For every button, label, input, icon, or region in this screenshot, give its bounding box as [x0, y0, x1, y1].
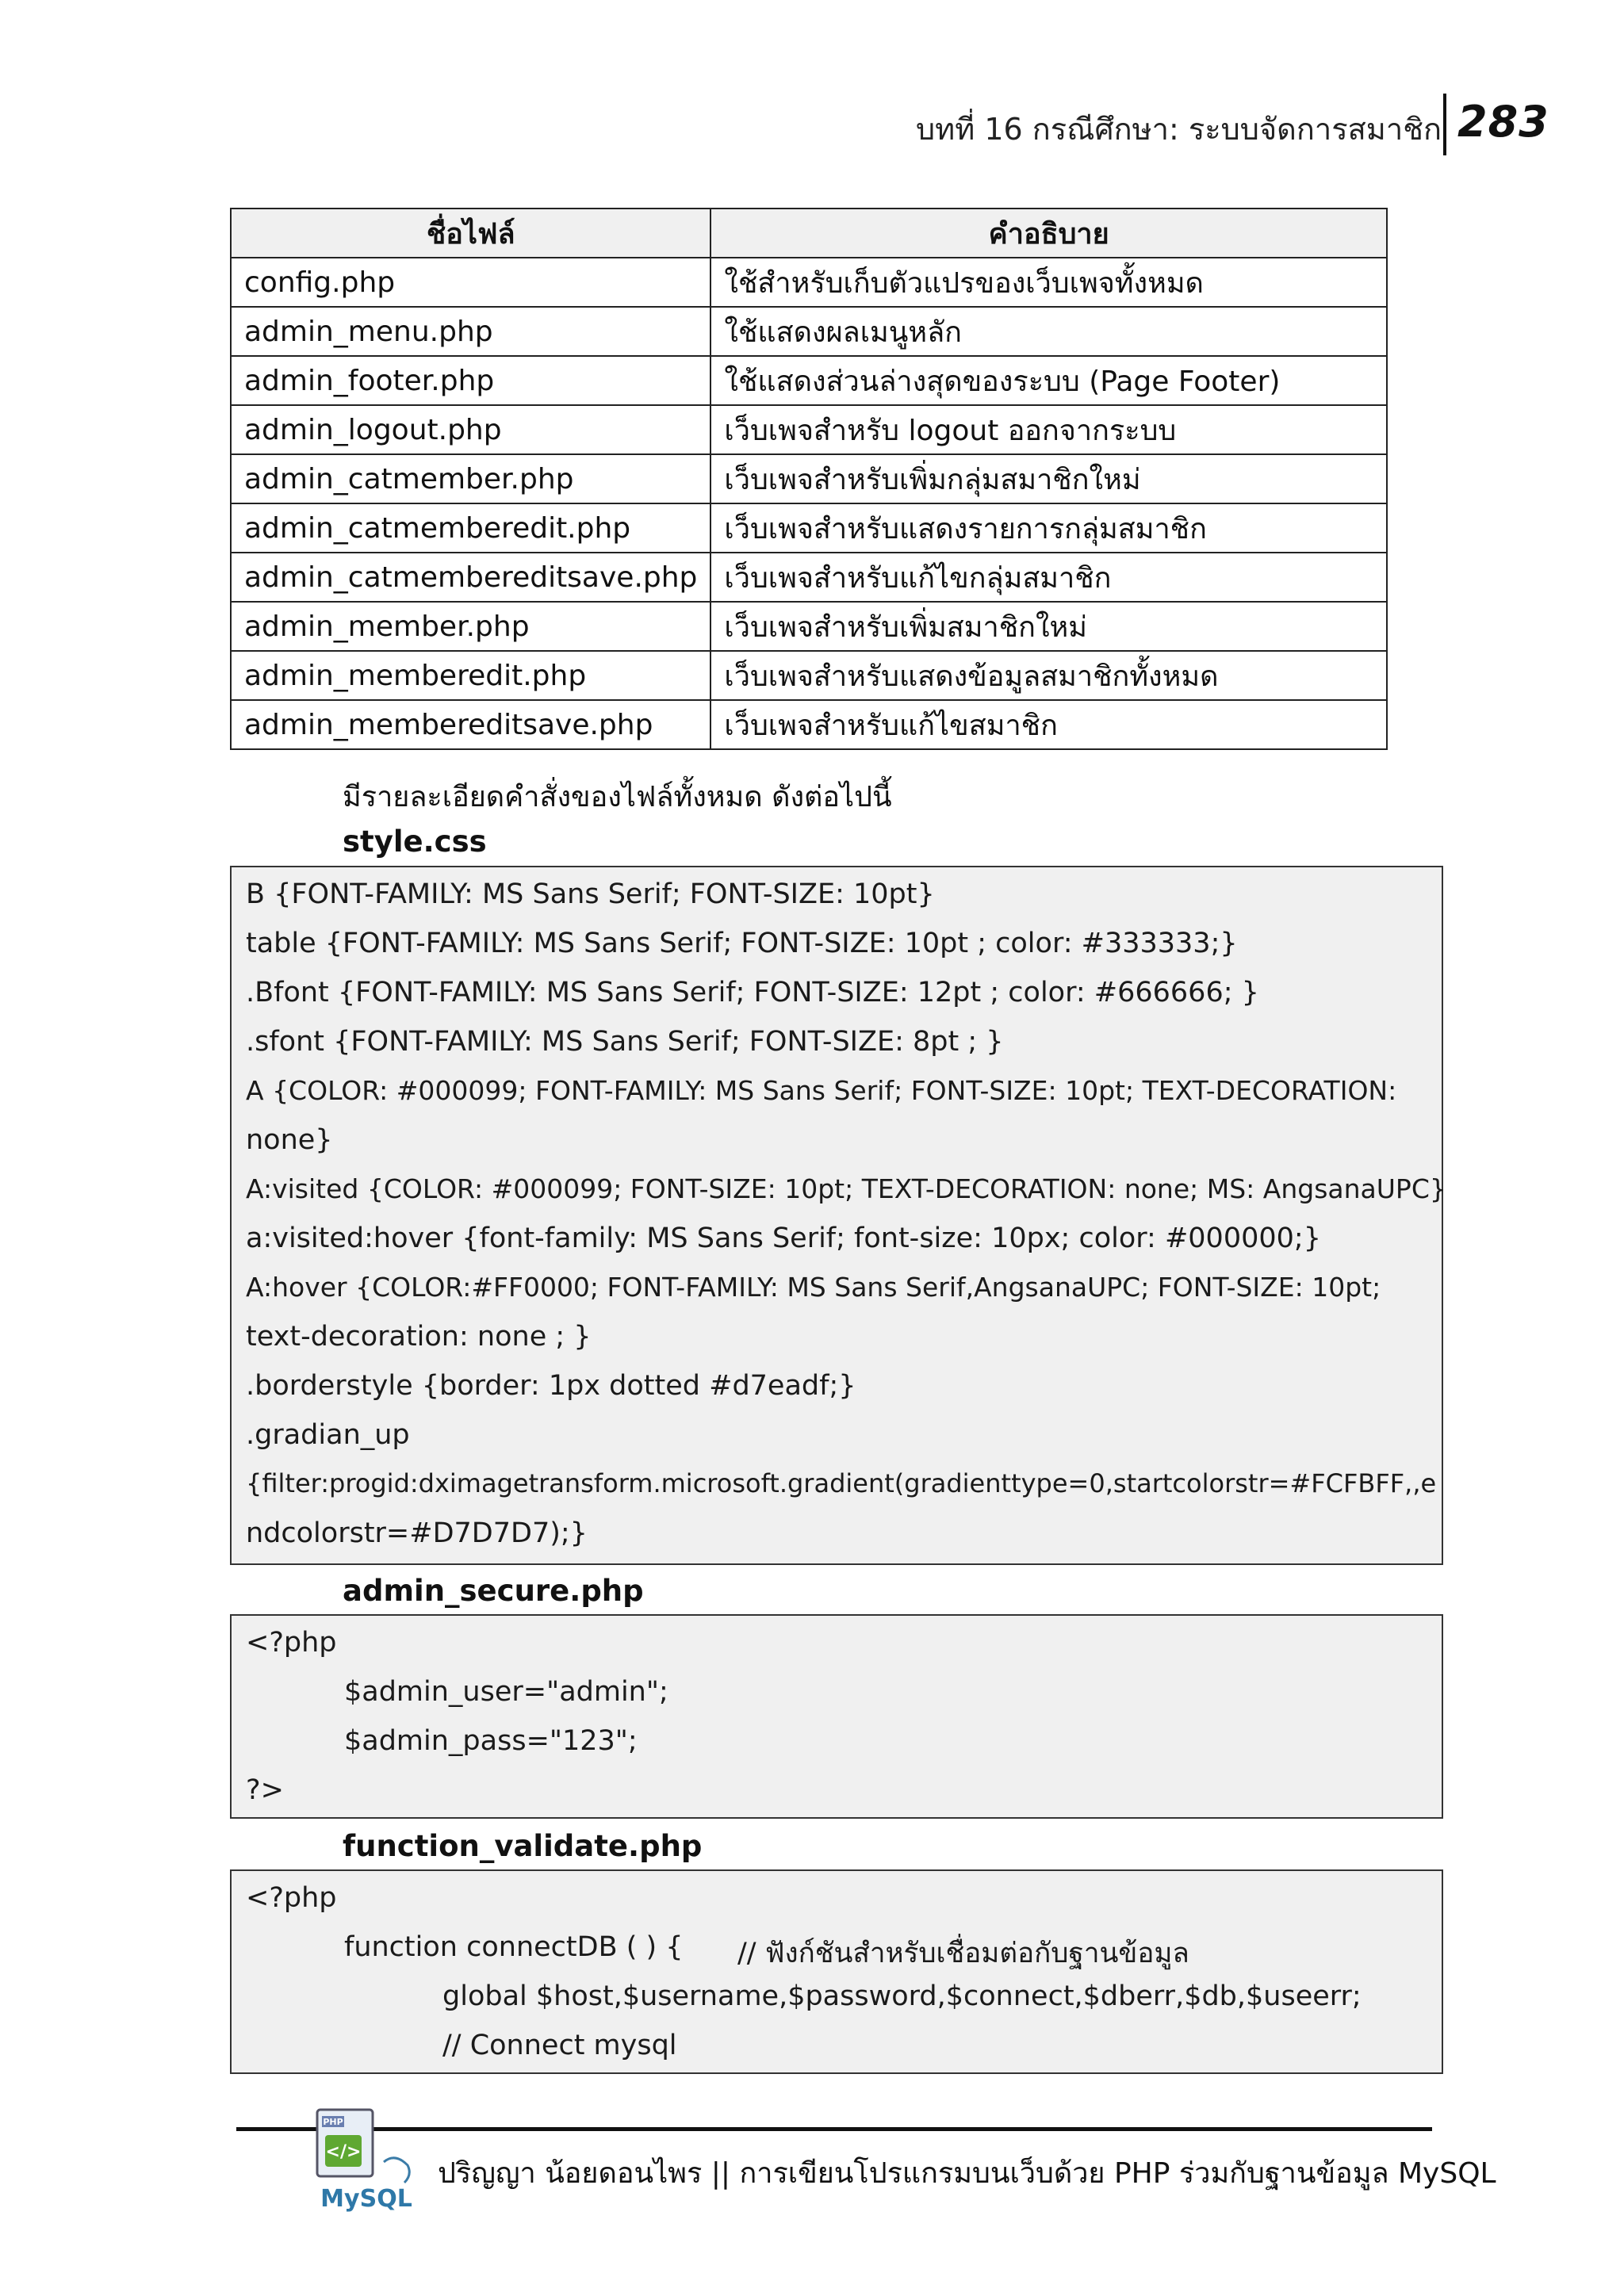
description-cell: เว็บเพจสำหรับ logout ออกจากระบบ: [710, 405, 1387, 454]
section-filename-style-css: style.css: [343, 825, 487, 859]
code-line: $admin_user="admin";: [344, 1676, 668, 1708]
code-line: .sfont {FONT-FAMILY: MS Sans Serif; FONT-SIZE: 8pt ; }: [246, 1026, 1004, 1058]
code-line: A:visited {COLOR: #000099; FONT-SIZE: 10pt; TEXT-DECORATION: none; MS: AngsanaUPC}: [246, 1173, 1446, 1204]
code-line: text-decoration: none ; }: [246, 1321, 592, 1353]
code-line: table {FONT-FAMILY: MS Sans Serif; FONT-SIZE: 10pt ; color: #333333;}: [246, 928, 1238, 959]
code-block-admin-secure: [230, 1614, 1443, 1819]
code-block-style-css: [230, 866, 1446, 1565]
code-line: global $host,$username,$password,$connect,$dberr,$db,$useerr;: [442, 1980, 1362, 2012]
description-cell: เว็บเพจสำหรับแก้ไขสมาชิก: [710, 700, 1387, 749]
code-line: <?php: [246, 1882, 337, 1914]
filename-cell: admin_catmemberedit.php: [231, 503, 710, 553]
filename-cell: admin_logout.php: [231, 405, 710, 454]
code-line: B {FONT-FAMILY: MS Sans Serif; FONT-SIZE: 10pt}: [246, 878, 935, 910]
code-line: function connectDB ( ) {: [344, 1931, 684, 1963]
code-line: none}: [246, 1124, 333, 1156]
php-mysql-logo: [311, 2105, 430, 2216]
code-line: a:visited:hover {font-family: MS Sans Serif; font-size: 10px; color: #000000;}: [246, 1223, 1321, 1254]
code-line: A {COLOR: #000099; FONT-FAMILY: MS Sans Serif; FONT-SIZE: 10pt; TEXT-DECORATION:: [246, 1075, 1397, 1106]
code-glyph-icon: </>: [325, 2142, 362, 2162]
column-header-description: คำอธิบาย: [710, 209, 1387, 258]
filename-cell: admin_catmembereditsave.php: [231, 553, 710, 602]
table-row: [231, 700, 1387, 749]
logo-badge-text: PHP: [323, 2117, 343, 2127]
intro-paragraph: มีรายละเอียดคำสั่งของไฟล์ทั้งหมด ดังต่อไปนี้: [343, 781, 892, 813]
description-cell: เว็บเพจสำหรับแสดงข้อมูลสมาชิกทั้งหมด: [710, 651, 1387, 700]
filename-cell: admin_membereditsave.php: [231, 700, 710, 749]
code-line: {filter:progid:dximagetransform.microsoft.gradient(gradienttype=0,startcolorstr=#FCFBFF,,e: [246, 1468, 1437, 1498]
description-cell: ใช้แสดงส่วนล่างสุดของระบบ (Page Footer): [710, 356, 1387, 405]
code-line: // Connect mysql: [442, 2030, 677, 2061]
table-row: [231, 356, 1387, 405]
code-line: .gradian_up: [246, 1419, 410, 1451]
filename-cell: admin_memberedit.php: [231, 651, 710, 700]
header-divider: [1443, 94, 1446, 155]
code-block-function-validate: [230, 1869, 1443, 2074]
description-cell: เว็บเพจสำหรับเพิ่มกลุ่มสมาชิกใหม่: [710, 454, 1387, 503]
description-cell: ใช้สำหรับเก็บตัวแปรของเว็บเพจทั้งหมด: [710, 258, 1387, 307]
table-row: [231, 602, 1387, 651]
code-line: $admin_pass="123";: [344, 1725, 638, 1757]
section-filename-admin-secure: admin_secure.php: [343, 1574, 644, 1608]
filename-cell: config.php: [231, 258, 710, 307]
filename-cell: admin_catmember.php: [231, 454, 710, 503]
table-row: [231, 307, 1387, 356]
table-row: [231, 258, 1387, 307]
code-line: A:hover {COLOR:#FF0000; FONT-FAMILY: MS Sans Serif,AngsanaUPC; FONT-SIZE: 10pt;: [246, 1272, 1381, 1303]
table-header-row: [231, 209, 1387, 258]
description-cell: เว็บเพจสำหรับแสดงรายการกลุ่มสมาชิก: [710, 503, 1387, 553]
description-cell: เว็บเพจสำหรับเพิ่มสมาชิกใหม่: [710, 602, 1387, 651]
description-cell: ใช้แสดงผลเมนูหลัก: [710, 307, 1387, 356]
page-number: 283: [1457, 97, 1549, 147]
filename-cell: admin_member.php: [231, 602, 710, 651]
table-row: [231, 405, 1387, 454]
filename-cell: admin_footer.php: [231, 356, 710, 405]
code-line: ndcolorstr=#D7D7D7);}: [246, 1517, 588, 1549]
code-line: .borderstyle {border: 1px dotted #d7eadf;}: [246, 1370, 856, 1402]
code-line: ?>: [246, 1774, 284, 1806]
code-line: .Bfont {FONT-FAMILY: MS Sans Serif; FONT-SIZE: 12pt ; color: #666666; }: [246, 977, 1259, 1008]
page-header: [0, 94, 1624, 165]
section-filename-function-validate: function_validate.php: [343, 1829, 703, 1863]
mysql-logo-text: MySQL: [320, 2185, 412, 2213]
table-row: [231, 651, 1387, 700]
footer-credit: ปริญญา น้อยดอนไพร || การเขียนโปรแกรมบนเว็บด้วย PHP ร่วมกับฐานข้อมูล MySQL: [438, 2157, 1496, 2190]
table-row: [231, 454, 1387, 503]
description-cell: เว็บเพจสำหรับแก้ไขกลุ่มสมาชิก: [710, 553, 1387, 602]
code-comment: // ฟังก์ชันสำหรับเชื่อมต่อกับฐานข้อมูล: [737, 1938, 1189, 1969]
table-row: [231, 553, 1387, 602]
file-description-table: [230, 208, 1388, 750]
code-line: <?php: [246, 1627, 337, 1659]
filename-cell: admin_menu.php: [231, 307, 710, 356]
column-header-filename: ชื่อไฟล์: [231, 209, 710, 258]
chapter-title: บทที่ 16 กรณีศึกษา: ระบบจัดการสมาชิก: [916, 112, 1442, 147]
table-row: [231, 503, 1387, 553]
